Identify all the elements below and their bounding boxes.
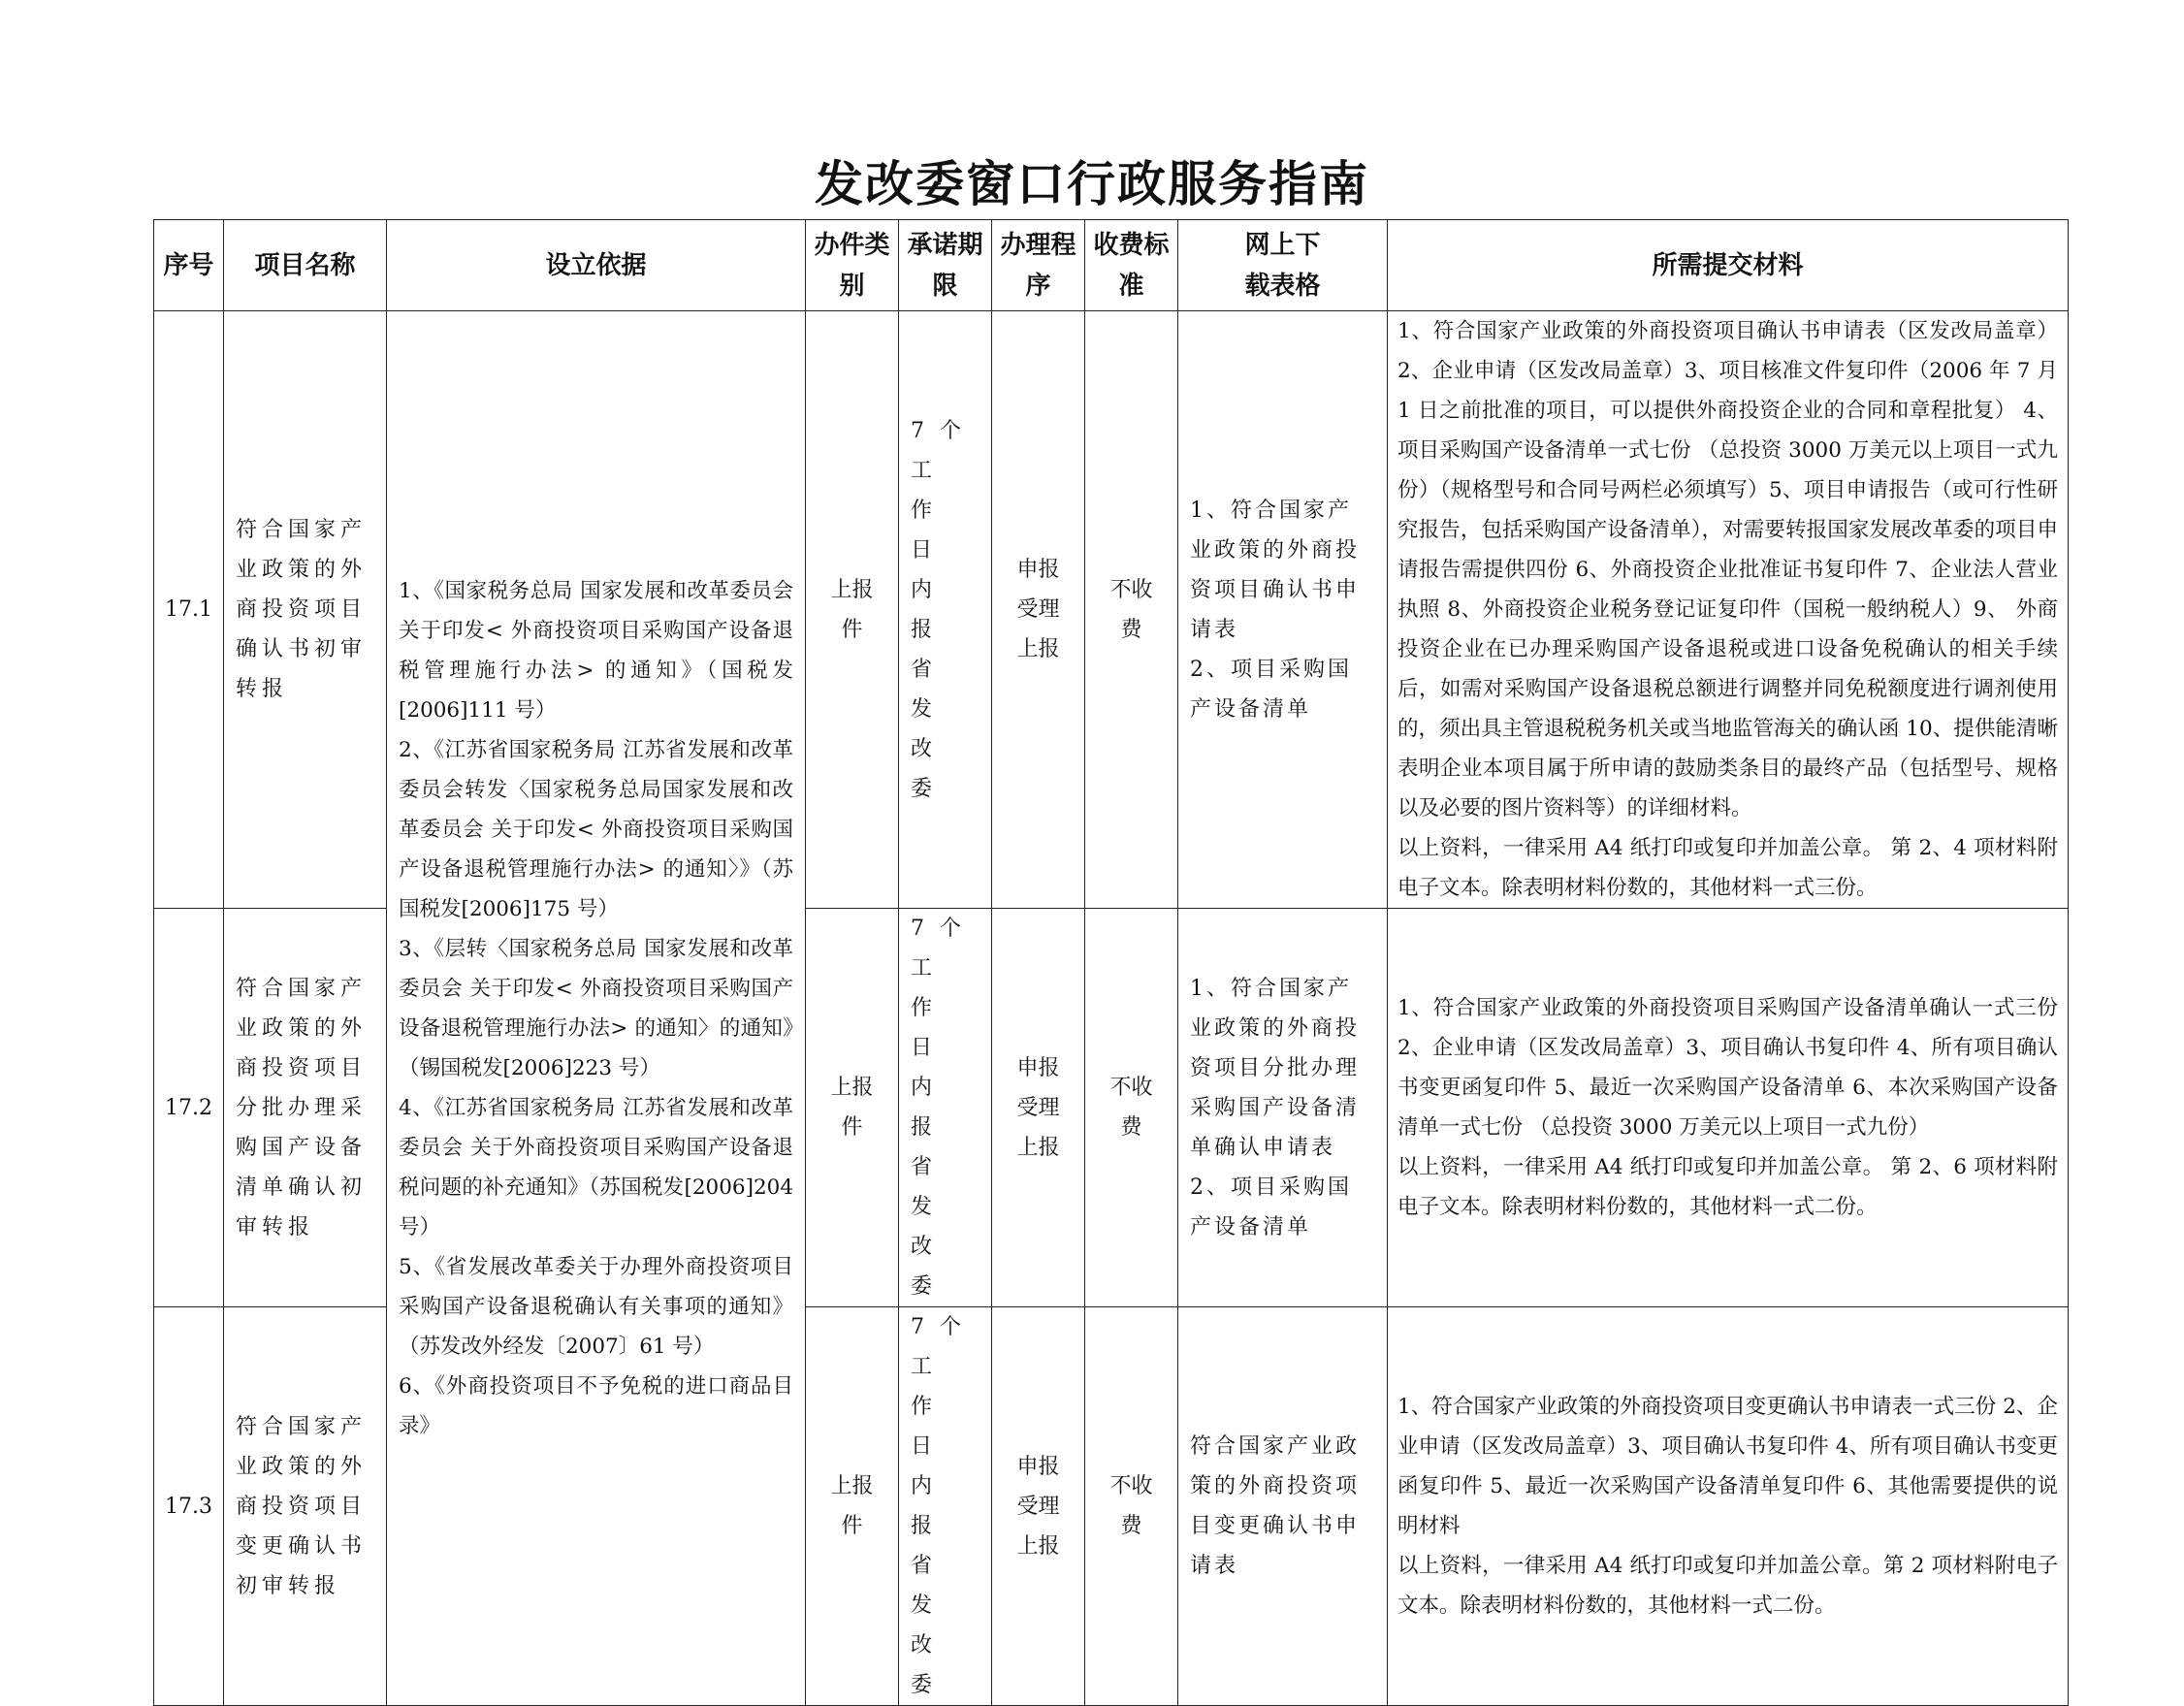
row-name: 符合国家产业政策的外商投资项目分批办理采购国产设备清单确认初审转报 <box>224 909 387 1307</box>
page-title: 发改委窗口行政服务指南 <box>815 156 1369 212</box>
materials-text: 1、符合国家产业政策的外商投资项目变更确认书申请表一式三份 2、企业申请（区发改局盖章）3、项目确认书复印件 4、所有项目确认书变更函复印件 5、最近一次采购国产设备清单复印件 6、其他需要提供的说明材料 <box>1397 1395 2058 1538</box>
row-procedure-text: 申报受理上报 <box>1016 558 1060 661</box>
row-fee <box>1085 909 1178 1307</box>
row-seq: 17.1 <box>154 311 224 909</box>
row-type-text: 上报件 <box>830 1474 874 1538</box>
download-item: 1、符合国家产业政策的外商投资项目分批办理采购国产设备清单确认申请表 <box>1190 976 1361 1160</box>
download-item: 2、项目采购国产设备清单 <box>1190 657 1352 722</box>
header-row <box>154 220 2069 311</box>
download-item: 2、项目采购国产设备清单 <box>1190 1175 1352 1239</box>
row-procedure <box>992 909 1085 1307</box>
row-type-text: 上报件 <box>830 1076 874 1140</box>
row-procedure-text: 申报受理上报 <box>1016 1454 1060 1559</box>
basis-item: 1、《国家税务总局 国家发展和改革委员会 关于印发< 外商投资项目采购国产设备退税管理施行办法> 的通知》（国税发[2006]111 号） <box>399 578 793 723</box>
row-type-text: 上报件 <box>830 577 874 642</box>
materials-text: 1、符合国家产业政策的外商投资项目采购国产设备清单确认一式三份 2、企业申请（区发改局盖章）3、项目确认书复印件 4、所有项目确认书变更函复印件 5、最近一次采购国产设备清单 6、本次采购国产设备清单一式七份 （总投资 3000 万美元以上项目一式九份） <box>1397 996 2058 1140</box>
row-fee <box>1085 1307 1178 1706</box>
row-fee-text: 不收费 <box>1109 1474 1153 1538</box>
materials-note: 以上资料，一律采用 A4 纸打印或复印并加盖公章。第 2 项材料附电子文本。除表明材料份数的，其他材料一式二份。 <box>1397 1554 2058 1618</box>
row-materials <box>1388 311 2069 909</box>
row-type <box>806 909 899 1307</box>
basis-cell <box>387 311 806 1706</box>
header-download-line2: 载表格 <box>1244 271 1321 301</box>
header-materials: 所需提交材料 <box>1388 220 2069 311</box>
service-guide-table <box>153 219 2069 1706</box>
header-type: 办件类别 <box>806 220 899 311</box>
basis-item: 5、《省发展改革委关于办理外商投资项目采购国产设备退税确认有关事项的通知》（苏发改外经发〔2007〕61 号） <box>399 1254 793 1359</box>
materials-text: 1、符合国家产业政策的外商投资项目确认书申请表（区发改局盖章）2、企业申请（区发改局盖章）3、项目核准文件复印件（2006 年 7 月 1 日之前批准的项目，可以提供外商投资企业的合同和章程批复） 4、项目采购国产设备清单一式七份 （总投资 3000 万美元以上项目一式九份）（规格型号和合同号两栏必须填写）5、项目申请报告（或可行性研究报告，包括采购国产设备清单），对需要转报国家发展改革委的项目申请报告需提供四份 6、外商投资企业批准证书复印件 7、企业法人营业执照 8、外商投资企业税务登记证复印件（国税一般纳税人）9、 外商投资企业在已办理采购国产设备退税或进口设备免税确认的相关手续后，如需对采购国产设备退税总额进行调整并同免税额度进行调剂使用的，须出具主管退税税务机关或当地监管海关的确认函 10、提供能清晰表明企业本项目属于所申请的鼓励类条目的最终产品（包括型号、规格以及必要的图片资料等）的详细材料。 <box>1397 319 2058 821</box>
basis-item: 2、《江苏省国家税务局 江苏省发展和改革委员会转发〈国家税务总局国家发展和改革委员会 关于印发< 外商投资项目采购国产设备退税管理施行办法> 的通知〉》（苏国税发[2006]175 号） <box>399 737 793 921</box>
header-seq: 序号 <box>154 220 224 311</box>
row-seq: 17.3 <box>154 1307 224 1706</box>
row-name: 符合国家产业政策的外商投资项目变更确认书初审转报 <box>224 1307 387 1706</box>
row-fee-text: 不收费 <box>1109 1076 1153 1140</box>
row-name: 符合国家产业政策的外商投资项目确认书初审转报 <box>224 311 387 909</box>
row-fee-text: 不收费 <box>1109 577 1153 642</box>
row-deadline: 7个工作日内报省发改委 <box>899 1307 992 1706</box>
download-item: 1、符合国家产业政策的外商投资项目确认书申请表 <box>1190 498 1361 642</box>
header-name: 项目名称 <box>224 220 387 311</box>
header-fee: 收费标准 <box>1085 220 1178 311</box>
row-procedure-text: 申报受理上报 <box>1016 1055 1060 1160</box>
row-fee <box>1085 311 1178 909</box>
row-type <box>806 1307 899 1706</box>
row-procedure <box>992 1307 1085 1706</box>
download-item: 符合国家产业政策的外商投资项目变更确认书申请表 <box>1190 1434 1361 1578</box>
row-materials <box>1388 1307 2069 1706</box>
row-materials <box>1388 909 2069 1307</box>
row-download <box>1178 1307 1388 1706</box>
row-download <box>1178 909 1388 1307</box>
header-procedure: 办理程序 <box>992 220 1085 311</box>
materials-note: 以上资料，一律采用 A4 纸打印或复印并加盖公章。 第 2、4 项材料附电子文本。除表明材料份数的，其他材料一式三份。 <box>1397 836 2058 900</box>
row-seq: 17.2 <box>154 909 224 1307</box>
row-deadline: 7个工作日内报省发改委 <box>899 909 992 1307</box>
header-download <box>1178 220 1388 311</box>
header-basis: 设立依据 <box>387 220 806 311</box>
row-type <box>806 311 899 909</box>
row-procedure <box>992 311 1085 909</box>
table-row <box>154 311 2069 909</box>
row-deadline: 7个工作日内报省发改委 <box>899 311 992 909</box>
header-deadline: 承诺期限 <box>899 220 992 311</box>
basis-item: 3、《层转〈国家税务总局 国家发展和改革委员会 关于印发< 外商投资项目采购国产设备退税管理施行办法> 的通知〉的通知》（锡国税发[2006]223 号） <box>399 936 793 1080</box>
materials-note: 以上资料，一律采用 A4 纸打印或复印并加盖公章。 第 2、6 项材料附电子文本。除表明材料份数的，其他材料一式二份。 <box>1397 1155 2058 1219</box>
header-download-line1: 网上下 <box>1244 230 1321 260</box>
basis-item: 6、《外商投资项目不予免税的进口商品目录》 <box>399 1373 793 1438</box>
basis-item: 4、《江苏省国家税务局 江苏省发展和改革委员会 关于外商投资项目采购国产设备退税问题的补充通知》（苏国税发[2006]204 号） <box>399 1095 793 1239</box>
row-download <box>1178 311 1388 909</box>
